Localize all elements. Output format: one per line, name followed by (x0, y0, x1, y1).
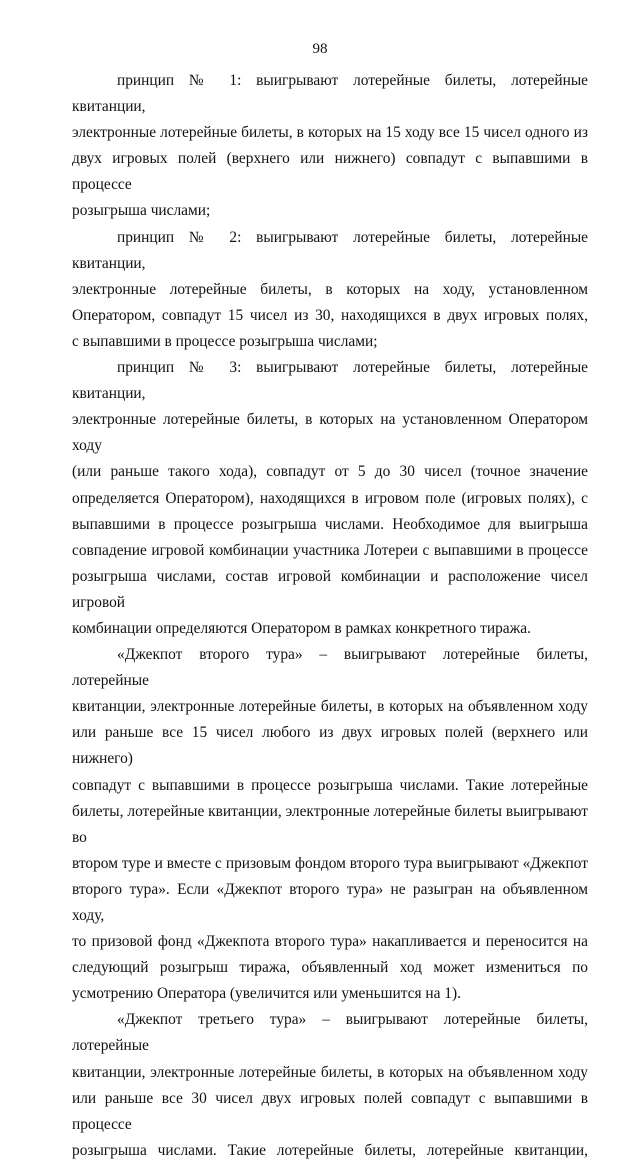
text-line: определяется Оператором), находящихся в игровом поле (игровых полях), с (72, 489, 588, 507)
text-line: или раньше все 30 чисел двух игровых полей совпадут с выпавшими в процессе (72, 1089, 588, 1133)
text-line: то призовой фонд «Джекпота второго тура» накапливается и переносится на (72, 933, 588, 951)
text-line: розыгрыша числами, состав игровой комбинации и расположение чисел игровой (72, 567, 588, 611)
text-line: «Джекпот второго тура» – выигрывают лотерейные билеты, лотерейные (72, 646, 588, 690)
paragraph-principle-3 (72, 355, 588, 642)
text-line: билеты, лотерейные квитанции, электронные лотерейные билеты выигрывают во (72, 802, 588, 846)
text-line: совпадение игровой комбинации участника Лотереи с выпавшими в процессе (72, 541, 588, 559)
text-line: электронные лотерейные билеты, в которых на 15 ходу все 15 чисел одного из (72, 124, 588, 142)
text-line: следующий розыгрыш тиража, объявленный ход может измениться по (72, 959, 588, 977)
text-line: с выпавшими в процессе розыгрыша числами; (72, 332, 378, 350)
text-line: усмотрению Оператора (увеличится или уменьшится на 1). (72, 985, 461, 1003)
paragraph-principle-1 (72, 68, 588, 225)
document-body (72, 68, 588, 1164)
page-number: 98 (312, 41, 328, 57)
text-line: (или раньше такого хода), совпадут от 5 до 30 чисел (точное значение (72, 463, 588, 481)
text-line: принцип № 1: выигрывают лотерейные билеты, лотерейные квитанции, (72, 72, 588, 116)
text-line: или раньше все 15 чисел любого из двух игровых полей (верхнего или нижнего) (72, 724, 588, 768)
text-line: розыгрыша числами; (72, 202, 211, 220)
paragraph-principle-2 (72, 225, 588, 355)
text-line: выпавшими в процессе розыгрыша числами. Необходимое для выигрыша (72, 515, 588, 533)
text-line: второго тура». Если «Джекпот второго тура» не разыгран на объявленном ходу, (72, 880, 588, 924)
text-line: принцип № 3: выигрывают лотерейные билеты, лотерейные квитанции, (72, 359, 588, 403)
text-line: квитанции, электронные лотерейные билеты, в которых на объявленном ходу (72, 698, 588, 716)
paragraph-jackpot-third-round (72, 1007, 588, 1164)
text-line: электронные лотерейные билеты, в которых на ходу, установленном (72, 280, 588, 298)
text-line: совпадут с выпавшими в процессе розыгрыша числами. Такие лотерейные (72, 776, 588, 794)
text-line: втором туре и вместе с призовым фондом второго тура выигрывают «Джекпот (72, 854, 588, 872)
text-line: «Джекпот третьего тура» – выигрывают лотерейные билеты, лотерейные (72, 1011, 588, 1055)
text-line: квитанции, электронные лотерейные билеты, в которых на объявленном ходу (72, 1063, 588, 1081)
text-line: двух игровых полей (верхнего или нижнего) совпадут с выпавшими в процессе (72, 150, 588, 194)
text-line: комбинации определяются Оператором в рамках конкретного тиража. (72, 619, 531, 637)
text-line: электронные лотерейные билеты, в которых на установленном Оператором ходу (72, 411, 588, 455)
text-line: Оператором, совпадут 15 чисел из 30, находящихся в двух игровых полях, (72, 306, 588, 324)
text-line: принцип № 2: выигрывают лотерейные билеты, лотерейные квитанции, (72, 228, 588, 272)
paragraph-jackpot-second-round (72, 642, 588, 1007)
text-line: розыгрыша числами. Такие лотерейные билеты, лотерейные квитанции, (72, 1141, 588, 1159)
